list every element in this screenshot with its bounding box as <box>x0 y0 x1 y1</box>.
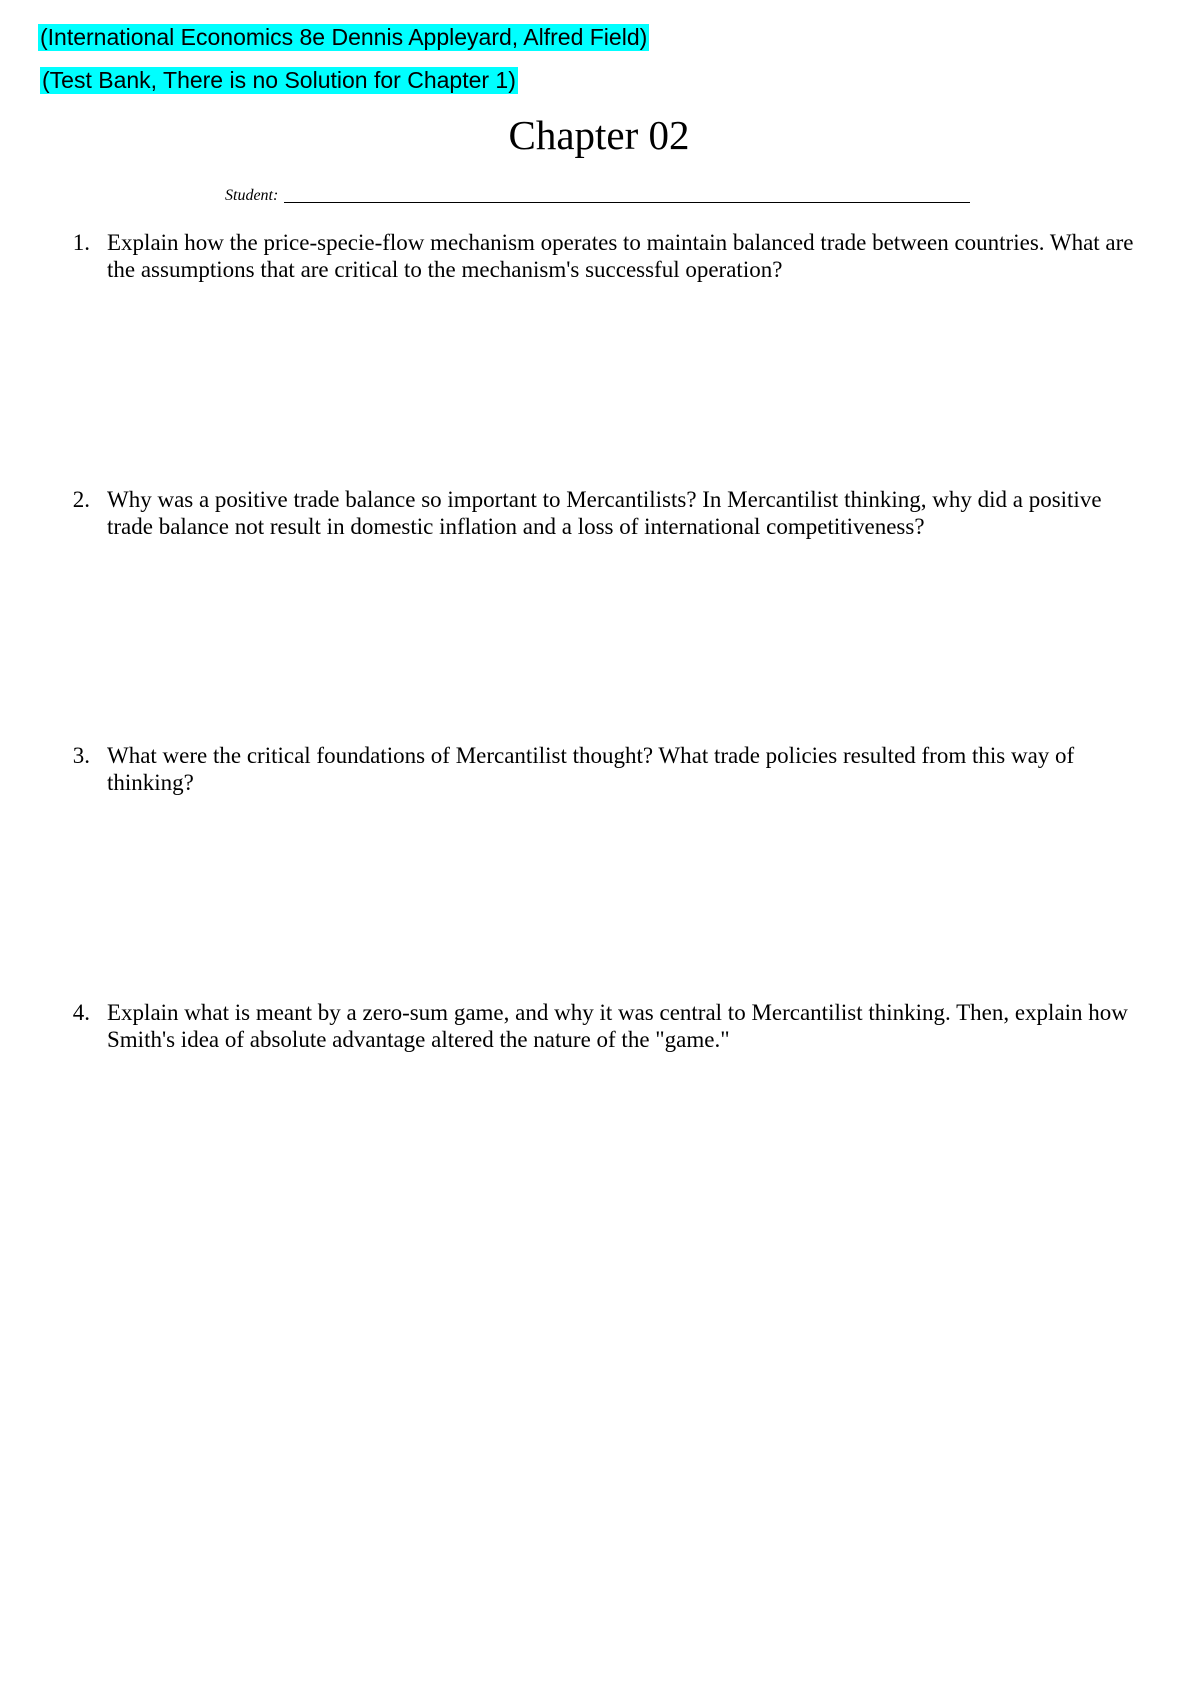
question-text: Explain how the price-specie-flow mechanism operates to maintain balanced trade between countries. What are the assumptions that are critical to the mechanism's successful operation? <box>107 230 1134 282</box>
question-text: Explain what is meant by a zero-sum game, and why it was central to Mercantilist thinking. Then, explain how Smith's idea of absolute advantage altered the nature of the "game." <box>107 1000 1128 1052</box>
student-name-line <box>284 202 970 203</box>
question-number: 1. <box>72 230 90 255</box>
chapter-title-text: Chapter 02 <box>508 112 690 158</box>
question-4 <box>60 999 1140 1053</box>
highlighted-source-note: (International Economics 8e Dennis Appleyard, Alfred Field) <box>40 24 648 50</box>
question-text: Why was a positive trade balance so important to Mercantilists? In Mercantilist thinking, why did a positive trade balance not result in domestic inflation and a loss of international competitiveness? <box>107 487 1102 539</box>
question-number: 3. <box>72 743 90 768</box>
question-number: 4. <box>72 1000 90 1025</box>
question-number: 2. <box>72 487 90 512</box>
highlighted-test-bank-note: (Test Bank, There is no Solution for Chapter 1) <box>42 67 516 93</box>
question-1 <box>60 229 1140 283</box>
student-name-field <box>225 184 970 206</box>
chapter-title <box>0 110 1190 160</box>
question-2 <box>60 486 1140 540</box>
question-3 <box>60 742 1140 796</box>
student-label: Student: <box>225 187 279 204</box>
question-text: What were the critical foundations of Mercantilist thought? What trade policies resulted from this way of thinking? <box>107 743 1075 795</box>
